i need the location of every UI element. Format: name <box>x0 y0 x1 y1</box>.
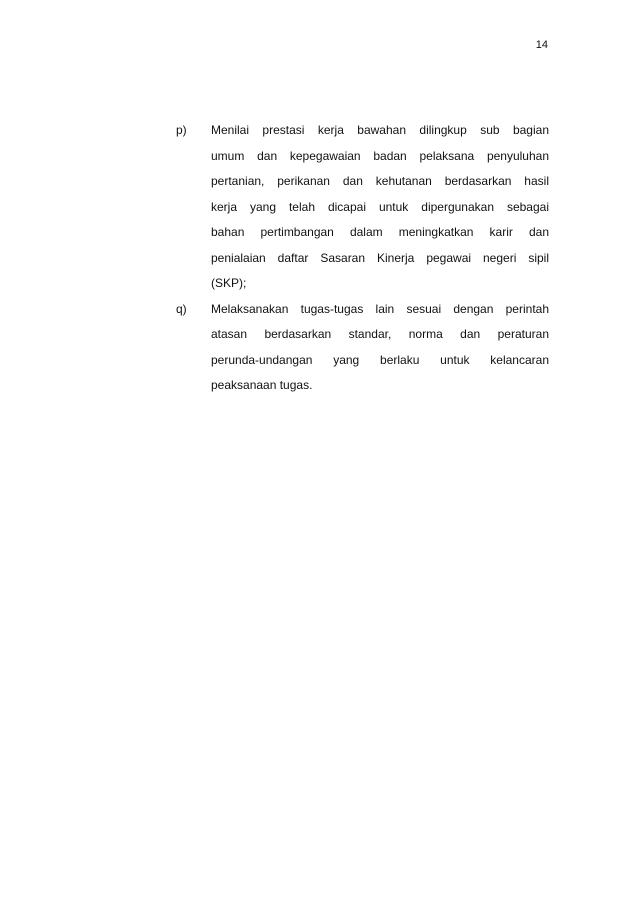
text-line: penialaian daftar Sasaran Kinerja pegawai negeri sipil <box>211 250 549 265</box>
text-line: (SKP); <box>211 276 247 290</box>
text-line: pertanian, perikanan dan kehutanan berdasarkan hasil <box>211 174 549 188</box>
list-marker: p) <box>176 123 187 137</box>
text-line: umum dan kepegawaian badan pelaksana penyuluhan <box>211 148 549 163</box>
text-line: Melaksanakan tugas-tugas lain sesuai dengan perintah <box>211 301 549 316</box>
text-line: kerja yang telah dicapai untuk dipergunakan sebagai <box>211 199 549 214</box>
text-line: peaksanaan tugas. <box>211 378 313 392</box>
text-line: bahan pertimbangan dalam meningkatkan karir dan <box>211 225 549 239</box>
text-line: Menilai prestasi kerja bawahan dilingkup sub bagian <box>211 123 549 137</box>
document-body <box>176 118 549 399</box>
list-marker: q) <box>176 301 187 316</box>
list-item-q <box>176 297 549 399</box>
page-number: 14 <box>535 39 548 51</box>
text-line: perunda-undangan yang berlaku untuk kelancaran <box>211 352 549 367</box>
text-line: atasan berdasarkan standar, norma dan peraturan <box>211 327 549 341</box>
list-item-p <box>176 118 549 297</box>
